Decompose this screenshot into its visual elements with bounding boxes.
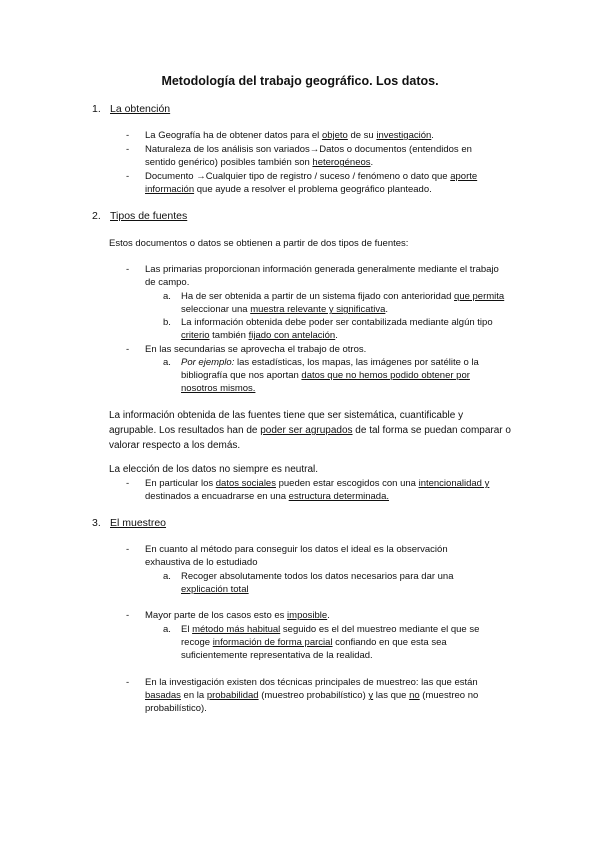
underlined-term: heterogéneos xyxy=(312,157,371,169)
bullet-text: En las secundarias se aprovecha el trabajo de otros. xyxy=(145,344,367,355)
underlined-term: aporte xyxy=(450,171,478,182)
list-letter: a. xyxy=(163,291,171,302)
bullet-dash: - xyxy=(126,677,130,688)
section-title: El muestreo xyxy=(110,517,167,529)
bullet-dash: - xyxy=(126,264,130,275)
list-text: Ha de ser obtenida a partir de un sistema fijado con anterioridad que permita seleccionar una muestra relevante y significativa. xyxy=(181,291,505,316)
underlined-term: fijado con antelación xyxy=(248,330,336,342)
bullet-dash: - xyxy=(126,344,130,355)
bullet-text: Las primarias proporcionan información generada generalmente mediante el trabajo de campo. xyxy=(145,264,499,289)
page-title: Metodología del trabajo geográfico. Los datos. xyxy=(161,74,439,88)
section-heading-obtencion xyxy=(92,103,170,115)
underlined-term: que permita xyxy=(454,291,505,302)
bullet-text: La Geografía ha de obtener datos para el objeto de su investigación. xyxy=(145,130,434,141)
paragraph: Estos documentos o datos se obtienen a partir de dos tipos de fuentes: xyxy=(109,238,409,249)
section-heading-tipos xyxy=(92,210,187,222)
underlined-term: probabilidad xyxy=(206,690,259,702)
underlined-term: información xyxy=(145,184,195,196)
underlined-term: explicación total xyxy=(181,584,249,596)
section-heading-muestreo xyxy=(92,517,166,529)
list-text: Recoger absolutamente todos los datos necesarios para dar una explicación total xyxy=(181,571,454,596)
section-number: 2. xyxy=(92,210,101,222)
section-title: Tipos de fuentes xyxy=(110,210,188,222)
bullet-dash: - xyxy=(126,544,130,555)
underlined-term: datos sociales xyxy=(215,478,276,489)
underlined-term: nosotros mismos. xyxy=(181,383,256,395)
underlined-term: estructura determinada. xyxy=(288,491,390,503)
underlined-term: método más habitual xyxy=(192,624,281,635)
section-number: 3. xyxy=(92,517,101,529)
bullet-text: En particular los datos sociales pueden estar escogidos con una intencionalidad y destinados a encuadrarse en una estructura determinada. xyxy=(145,478,490,503)
underlined-term: información de forma parcial xyxy=(212,637,333,649)
bullet-dash: - xyxy=(126,171,130,182)
bullet-text: En la investigación existen dos técnicas principales de muestreo: las que están basadas en la probabilidad (muestreo probabilístico) y las que no (muestreo no probabilístico). xyxy=(145,677,479,715)
underlined-term: no xyxy=(409,690,420,702)
bullet-dash: - xyxy=(126,130,130,141)
underlined-term: investigación xyxy=(376,130,432,141)
list-letter: b. xyxy=(163,317,171,328)
bullet-text: Documento →Cualquier tipo de registro / suceso / fenómeno o dato que aporte información que ayude a resolver el problema geográfico planteado. xyxy=(145,171,478,196)
underlined-term: criterio xyxy=(181,330,210,342)
bullet-text: Naturaleza de los análisis son variados→Datos o documentos (entendidos en sentido genérico) posibles también son heterogéneos. xyxy=(145,144,472,169)
paragraph: La elección de los datos no siempre es neutral. xyxy=(109,464,319,475)
underlined-term: muestra relevante y significativa xyxy=(250,304,386,316)
list-text: Por ejemplo: las estadísticas, los mapas, las imágenes por satélite o la bibliografía que nos aportan datos que no hemos podido obtener por nosotros mismos. xyxy=(181,357,479,395)
underlined-term: datos que no hemos podido obtener por xyxy=(301,370,470,382)
list-text: La información obtenida debe poder ser contabilizada mediante algún tipo criterio también fijado con antelación. xyxy=(181,317,493,342)
underlined-term: intencionalidad y xyxy=(418,478,490,489)
underlined-term: imposible xyxy=(287,610,328,621)
section-title: La obtención xyxy=(110,103,171,115)
bullet-dash: - xyxy=(126,610,130,621)
section-number: 1. xyxy=(92,103,101,115)
underlined-term: y xyxy=(368,690,374,702)
list-text: El método más habitual seguido es el del muestreo mediante el que se recoge información de forma parcial confiando en que esta sea suficientemente representativa de la realidad. xyxy=(181,624,480,662)
paragraph: La información obtenida de las fuentes tiene que ser sistemática, cuantificable y agrupable. Los resultados han de poder ser agrupados de tal forma se puedan comparar o valorar respecto a los demás. xyxy=(109,410,511,451)
bullet-dash: - xyxy=(126,478,130,489)
list-letter: a. xyxy=(163,357,171,368)
underlined-term: poder ser agrupados xyxy=(260,425,353,436)
underlined-term: objeto xyxy=(321,130,348,141)
underlined-term: basadas xyxy=(145,690,181,702)
list-letter: a. xyxy=(163,624,171,635)
list-letter: a. xyxy=(163,571,171,582)
bullet-dash: - xyxy=(126,144,130,155)
bullet-text: Mayor parte de los casos esto es imposible. xyxy=(145,610,330,621)
bullet-text: En cuanto al método para conseguir los datos el ideal es la observación exhaustiva de lo estudiado xyxy=(145,544,448,569)
